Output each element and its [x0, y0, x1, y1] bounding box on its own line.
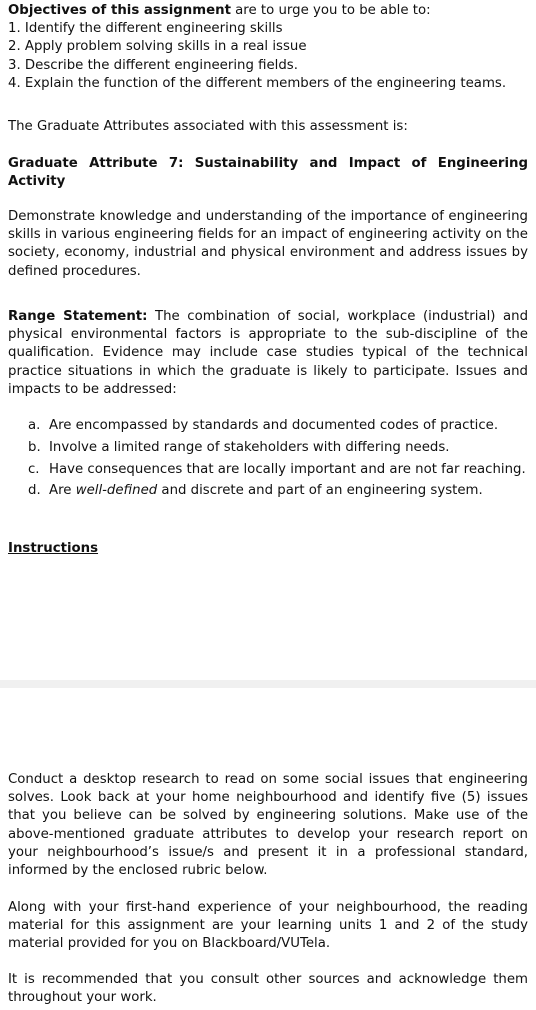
range-item — [28, 482, 528, 500]
ga-heading-section — [8, 155, 528, 191]
instructions-heading — [8, 540, 528, 558]
objective-item: 2. Apply problem solving skills in a real issue — [8, 39, 307, 55]
objectives-heading — [8, 2, 528, 20]
range-item-marker: c. — [28, 461, 40, 477]
instruction-paragraph — [8, 899, 528, 954]
range-item — [28, 461, 528, 479]
ga-description: Demonstrate knowledge and understanding of the importance of engineering skills in various engineering fields for an impact of engineering activity on the society, economy, industrial and physical environment and address issues by defined procedures. — [8, 209, 528, 279]
objective-item: 1. Identify the different engineering skills — [8, 21, 283, 37]
ga-heading-text: Graduate Attribute 7: Sustainability and Impact of Engineering Activity — [8, 156, 528, 190]
instructions-heading-section — [8, 540, 528, 558]
ga-description-section — [8, 208, 528, 281]
range-item-marker: b. — [28, 439, 41, 455]
instruction-paragraph — [8, 971, 528, 1007]
objectives-section — [8, 2, 528, 93]
range-item-text: Are encompassed by standards and documented codes of practice. — [49, 418, 499, 433]
instruction-text: Along with your first-hand experience of your neighbourhood, the reading material for this assignment are your learning units 1 and 2 of the study material provided for you on Blackboard/VUTela. — [8, 900, 528, 952]
instructions-heading-text: Instructions — [8, 541, 99, 556]
instruction-text: Conduct a desktop research to read on some social issues that engineering solves. Look back at your home neighbourhood and identify five (5) issues that you believe can be solved by engineering solutions. Make use of the above-mentioned graduate attributes to develop your research report on your neighbourhood’s issue/s and present it in a professional standard, informed by the enclosed rubric below. — [8, 772, 528, 879]
objectives-list — [8, 20, 528, 93]
range-statement-label: Range Statement: — [8, 309, 148, 324]
range-item — [28, 417, 528, 435]
range-item — [28, 439, 528, 457]
range-item-text-post: and discrete and part of an engineering system. — [157, 483, 483, 499]
range-item-marker: d. — [28, 483, 41, 499]
objective-item: 4. Explain the function of the different members of the engineering teams. — [8, 75, 507, 91]
range-statement-section — [8, 308, 528, 399]
objectives-heading-rest: are to urge you to be able to: — [230, 3, 431, 18]
instruction-paragraph — [8, 771, 528, 880]
objective-item: 3. Describe the different engineering fields. — [8, 57, 298, 73]
ga-heading — [8, 155, 528, 191]
range-item-text-pre: Are — [49, 483, 76, 499]
range-item-text: Have consequences that are locally important and are not far reaching. — [49, 461, 526, 477]
range-item-text-italic: well-defined — [75, 483, 158, 499]
graduate-intro-section — [8, 118, 528, 136]
objectives-heading-bold: Objectives of this assignment — [8, 3, 231, 18]
range-items-list — [28, 417, 528, 504]
graduate-intro: The Graduate Attributes associated with this assessment is: — [8, 119, 408, 134]
range-item-text: Involve a limited range of stakeholders with differing needs. — [49, 439, 450, 455]
range-statement — [8, 308, 528, 399]
instruction-text: It is recommended that you consult other sources and acknowledge them throughout your work. — [8, 972, 528, 1006]
range-item-marker: a. — [28, 418, 41, 433]
page-break-divider — [0, 680, 536, 688]
range-statement-text: The combination of social, workplace (industrial) and physical environmental factors is appropriate to the sub-discipline of the qualification. Evidence may include case studies typical of the technical practice situations in which the graduate is likely to participate. Issues and impacts to be addressed: — [8, 309, 529, 397]
